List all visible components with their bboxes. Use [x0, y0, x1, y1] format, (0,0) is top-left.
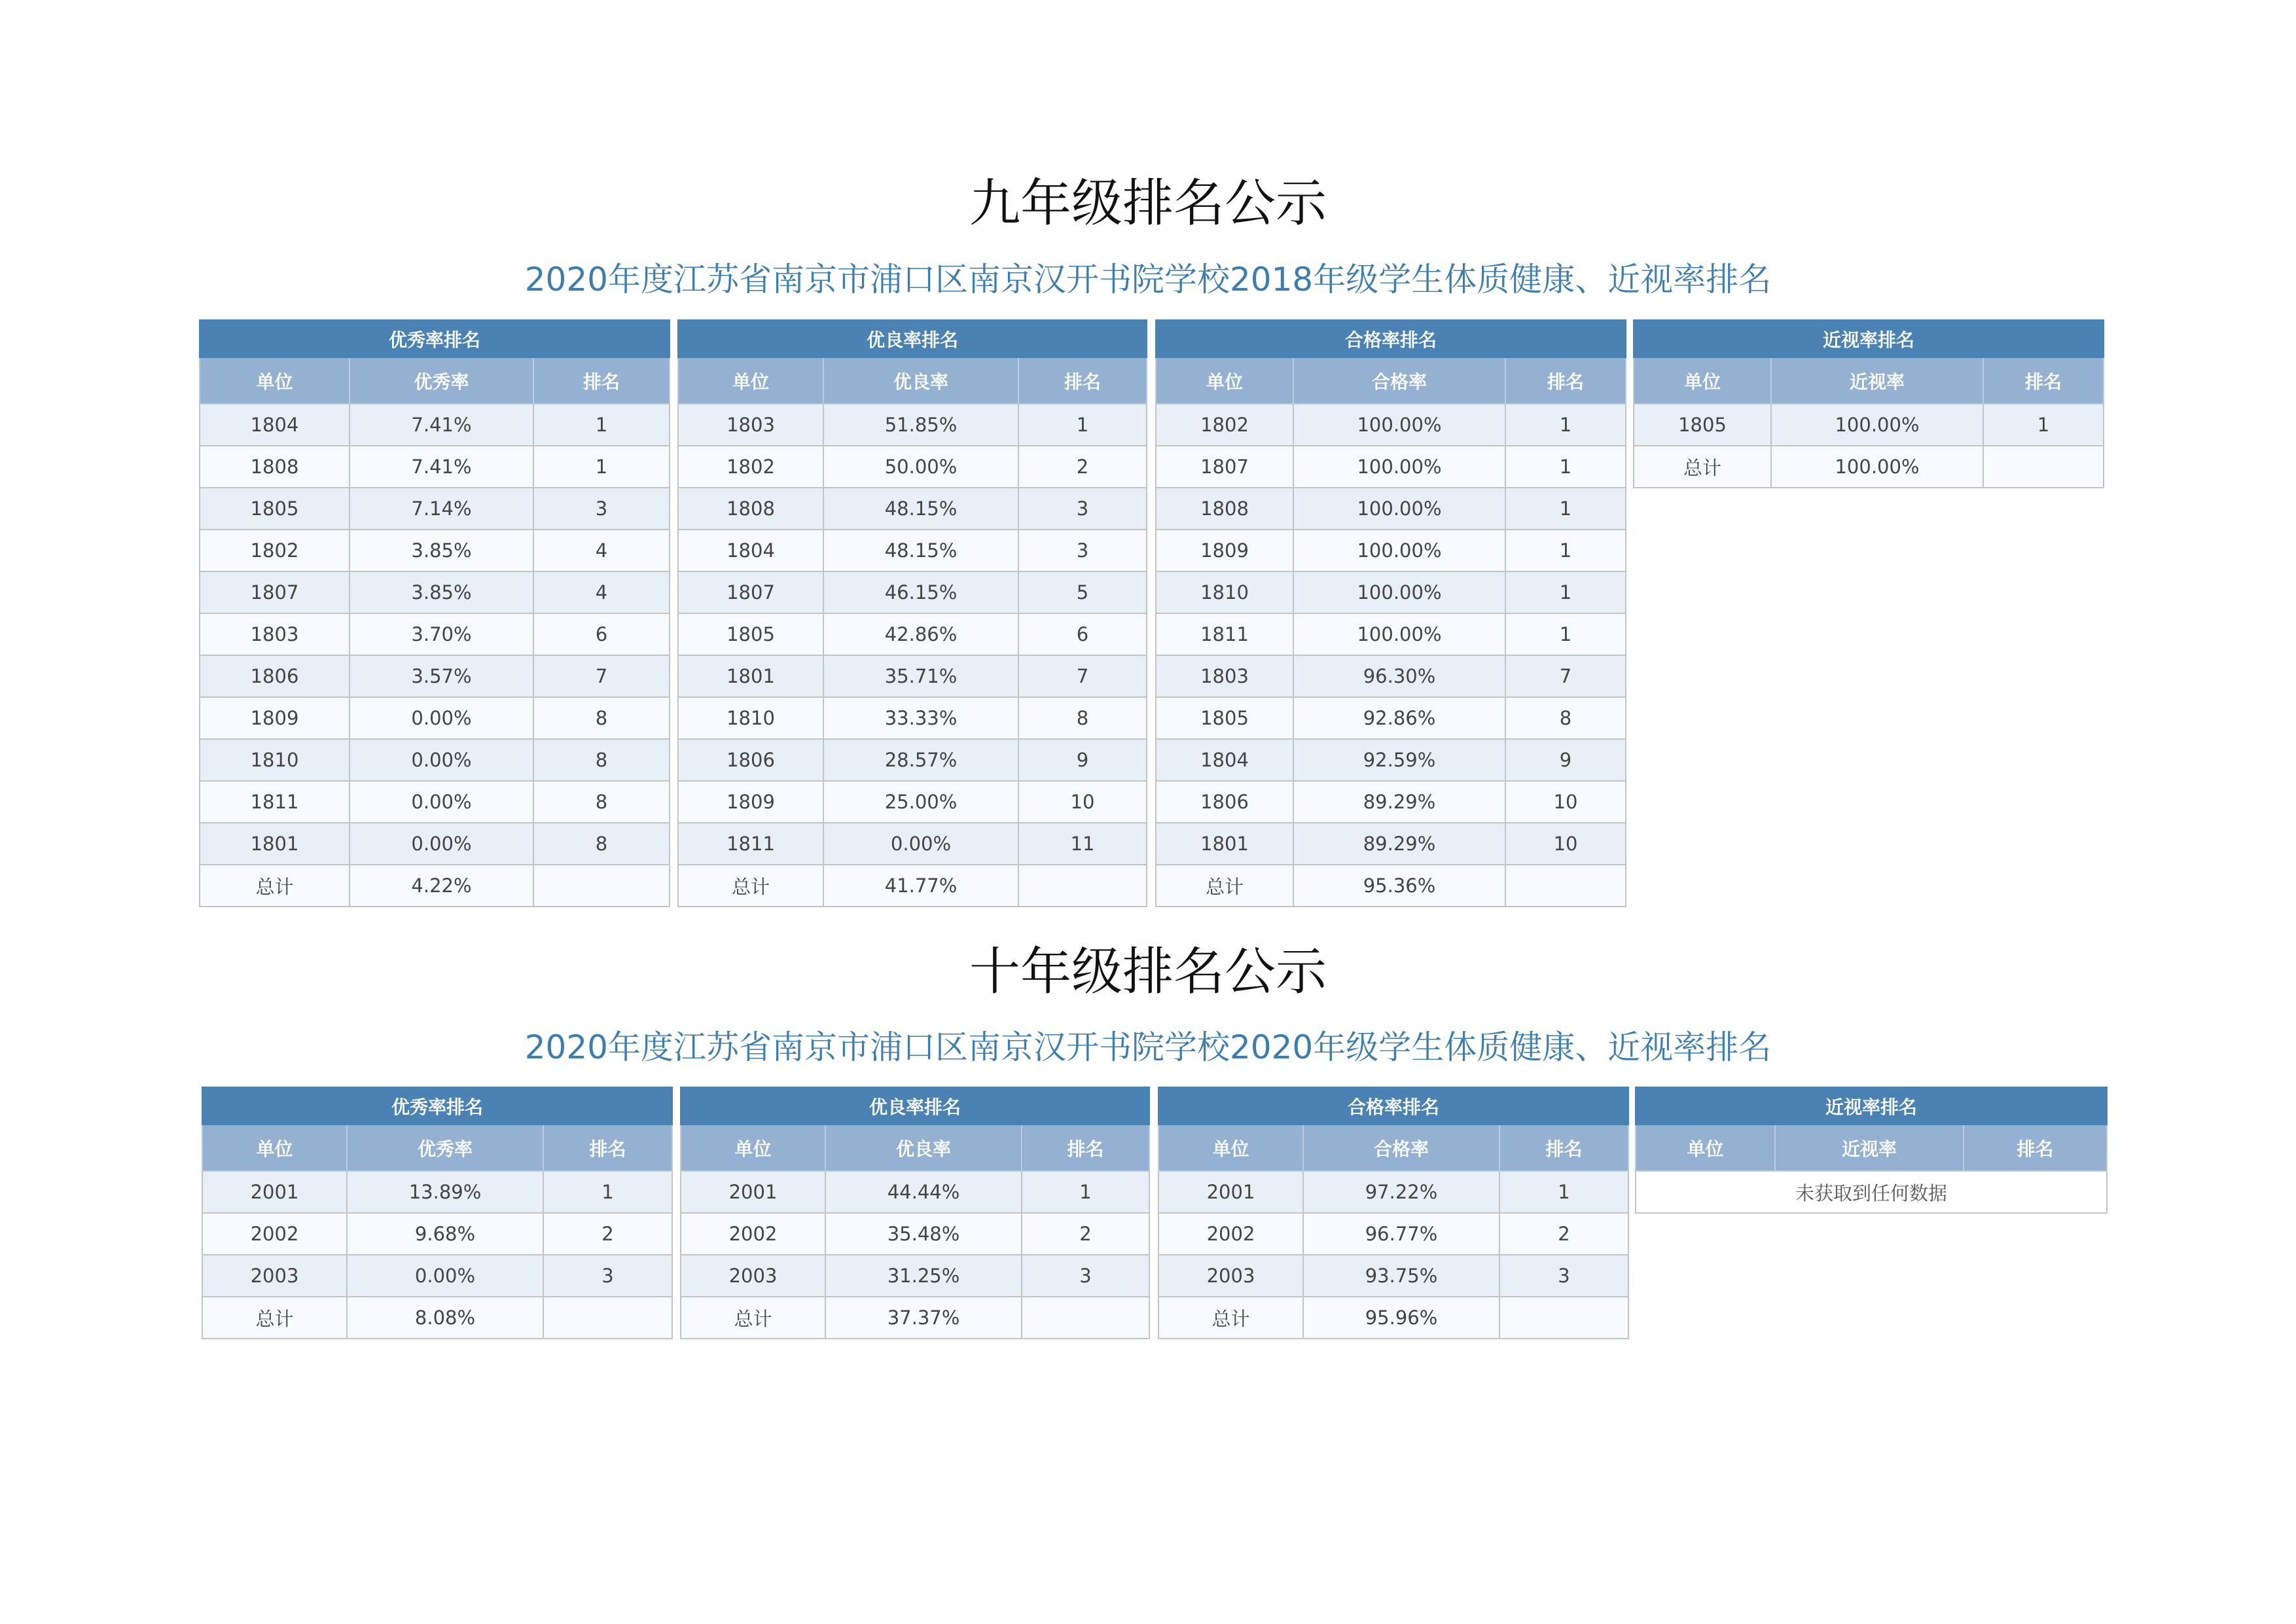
cell-rank: 1	[1505, 446, 1626, 488]
total-row	[1634, 446, 2104, 488]
cell-rate: 100.00%	[1293, 571, 1505, 613]
total-rank	[533, 865, 670, 907]
cell-unit: 1802	[200, 530, 350, 571]
cell-rate: 7.41%	[350, 404, 533, 446]
table-row[interactable]	[678, 781, 1147, 823]
cell-rate: 0.00%	[350, 697, 533, 739]
table-row[interactable]	[1156, 571, 1626, 613]
total-rank	[1505, 865, 1626, 907]
cell-unit: 1804	[200, 404, 350, 446]
cell-rate: 44.44%	[825, 1171, 1022, 1213]
total-rank	[1983, 446, 2104, 488]
table-body	[678, 404, 1147, 907]
cell-unit: 2003	[681, 1255, 825, 1297]
table-row[interactable]	[1156, 655, 1626, 697]
total-rate: 95.36%	[1293, 865, 1505, 907]
cell-rate: 48.15%	[823, 530, 1018, 571]
cell-rate: 25.00%	[823, 781, 1018, 823]
cell-rate: 9.68%	[347, 1213, 543, 1255]
column-header-rank[interactable]: 排名	[1505, 357, 1626, 404]
cell-rank: 1	[533, 404, 670, 446]
cell-rank: 2	[1018, 446, 1147, 488]
cell-rank: 2	[543, 1213, 672, 1255]
table-row[interactable]	[1158, 1171, 1628, 1213]
cell-unit: 1809	[200, 697, 350, 739]
cell-rank: 3	[543, 1255, 672, 1297]
table-row[interactable]	[1156, 739, 1626, 781]
total-rank	[543, 1297, 672, 1339]
cell-rate: 0.00%	[823, 823, 1018, 865]
cell-rate: 0.00%	[350, 823, 533, 865]
section-title-grade9: 九年级排名公示	[969, 174, 1327, 233]
cell-rank: 3	[533, 488, 670, 530]
table-body	[200, 404, 670, 907]
table-row[interactable]	[678, 739, 1147, 781]
table-row[interactable]	[1156, 823, 1626, 865]
cell-rank: 6	[1018, 613, 1147, 655]
table-row[interactable]	[200, 781, 670, 823]
cell-rank: 8	[1018, 697, 1147, 739]
column-header-unit[interactable]: 单位	[1156, 357, 1293, 404]
column-header-unit[interactable]: 单位	[1634, 357, 1771, 404]
column-header-rank[interactable]: 排名	[543, 1125, 672, 1171]
cell-rate: 35.71%	[823, 655, 1018, 697]
total-rate: 37.37%	[825, 1297, 1022, 1339]
section-subtitle-grade9: 2020年度江苏省南京市浦口区南京汉开书院学校2018年级学生体质健康、近视率排名	[524, 261, 1772, 298]
cell-unit: 1805	[1634, 404, 1771, 446]
cell-rate: 50.00%	[823, 446, 1018, 488]
cell-rate: 97.22%	[1303, 1171, 1499, 1213]
table-caption: 合格率排名	[1158, 1087, 1628, 1125]
table-row[interactable]	[200, 446, 670, 488]
table-row[interactable]	[200, 613, 670, 655]
table-row[interactable]	[678, 613, 1147, 655]
table-row[interactable]	[678, 571, 1147, 613]
cell-rank: 3	[1018, 530, 1147, 571]
cell-unit: 1803	[200, 613, 350, 655]
cell-unit: 1804	[678, 530, 823, 571]
table-row[interactable]	[678, 488, 1147, 530]
cell-rate: 7.41%	[350, 446, 533, 488]
cell-unit: 1805	[678, 613, 823, 655]
cell-unit: 2001	[681, 1171, 825, 1213]
cell-unit: 1809	[1156, 530, 1293, 571]
cell-unit: 1809	[678, 781, 823, 823]
cell-rank: 5	[1018, 571, 1147, 613]
table-row[interactable]	[202, 1255, 672, 1297]
cell-rate: 0.00%	[350, 781, 533, 823]
cell-rank: 1	[1505, 404, 1626, 446]
cell-unit: 1811	[678, 823, 823, 865]
cell-unit: 1810	[1156, 571, 1293, 613]
cell-unit: 1808	[200, 446, 350, 488]
grade10-myopia-rate-table	[1635, 1087, 2108, 1214]
cell-rank: 1	[1505, 571, 1626, 613]
cell-rank: 9	[1018, 739, 1147, 781]
table-row[interactable]	[1156, 781, 1626, 823]
total-label: 总计	[202, 1297, 347, 1339]
column-header-rate[interactable]: 优良率	[825, 1125, 1022, 1171]
cell-rank: 1	[1022, 1171, 1149, 1213]
cell-rank: 10	[1505, 823, 1626, 865]
cell-rate: 48.15%	[823, 488, 1018, 530]
table-caption: 近视率排名	[1636, 1087, 2107, 1125]
total-row	[678, 865, 1147, 907]
table-row[interactable]	[1156, 530, 1626, 571]
cell-unit: 1804	[1156, 739, 1293, 781]
cell-rate: 31.25%	[825, 1255, 1022, 1297]
cell-unit: 2001	[202, 1171, 347, 1213]
table-caption: 优秀率排名	[200, 320, 670, 357]
cell-rank: 7	[1018, 655, 1147, 697]
table-row[interactable]	[1634, 404, 2104, 446]
total-row	[200, 865, 670, 907]
cell-unit: 1802	[1156, 404, 1293, 446]
cell-rank: 2	[1499, 1213, 1628, 1255]
cell-rate: 89.29%	[1293, 781, 1505, 823]
cell-rank: 4	[533, 530, 670, 571]
cell-unit: 1805	[200, 488, 350, 530]
column-header-rate[interactable]: 优秀率	[347, 1125, 543, 1171]
cell-rank: 1	[1505, 530, 1626, 571]
column-header-rank[interactable]: 排名	[1983, 357, 2104, 404]
cell-unit: 2002	[681, 1213, 825, 1255]
column-header-unit[interactable]: 单位	[678, 357, 823, 404]
empty-message: 未获取到任何数据	[1636, 1171, 2107, 1213]
cell-rate: 100.00%	[1293, 404, 1505, 446]
column-header-rate[interactable]: 优秀率	[350, 357, 533, 404]
cell-unit: 1811	[200, 781, 350, 823]
cell-rank: 8	[1505, 697, 1626, 739]
total-row	[1158, 1297, 1628, 1339]
total-label: 总计	[678, 865, 823, 907]
total-label: 总计	[1158, 1297, 1303, 1339]
cell-unit: 1806	[1156, 781, 1293, 823]
total-row	[202, 1297, 672, 1339]
grade9-myopia-rate-table	[1633, 319, 2104, 488]
cell-rate: 35.48%	[825, 1213, 1022, 1255]
cell-rate: 100.00%	[1293, 446, 1505, 488]
cell-rank: 7	[1505, 655, 1626, 697]
table-body	[1636, 1171, 2107, 1213]
total-rank	[1022, 1297, 1149, 1339]
cell-rank: 1	[1983, 404, 2104, 446]
column-header-unit[interactable]: 单位	[200, 357, 350, 404]
grade9-excellent-rate-table	[199, 319, 670, 907]
table-row[interactable]	[678, 404, 1147, 446]
total-rate: 8.08%	[347, 1297, 543, 1339]
column-header-unit[interactable]: 单位	[202, 1125, 347, 1171]
table-caption: 近视率排名	[1634, 320, 2104, 357]
cell-unit: 1806	[678, 739, 823, 781]
cell-unit: 1807	[200, 571, 350, 613]
column-header-rate[interactable]: 近视率	[1775, 1125, 1964, 1171]
column-header-rank[interactable]: 排名	[533, 357, 670, 404]
table-caption: 合格率排名	[1156, 320, 1626, 357]
cell-rate: 100.00%	[1771, 404, 1983, 446]
cell-rank: 4	[533, 571, 670, 613]
column-header-rank[interactable]: 排名	[1022, 1125, 1149, 1171]
cell-rate: 13.89%	[347, 1171, 543, 1213]
cell-unit: 1806	[200, 655, 350, 697]
grade9-good-rate-table	[677, 319, 1147, 907]
table-row[interactable]	[1156, 697, 1626, 739]
column-header-unit[interactable]: 单位	[681, 1125, 825, 1171]
table-row[interactable]	[678, 697, 1147, 739]
column-header-rate[interactable]: 合格率	[1303, 1125, 1499, 1171]
cell-unit: 1801	[1156, 823, 1293, 865]
cell-rate: 3.57%	[350, 655, 533, 697]
total-rank	[1499, 1297, 1628, 1339]
table-row[interactable]	[678, 655, 1147, 697]
total-rate: 100.00%	[1771, 446, 1983, 488]
grade10-pass-rate-table	[1158, 1087, 1629, 1339]
cell-unit: 1801	[678, 655, 823, 697]
cell-rate: 7.14%	[350, 488, 533, 530]
cell-rank: 3	[1022, 1255, 1149, 1297]
grade10-excellent-rate-table	[202, 1087, 673, 1339]
table-row[interactable]	[200, 739, 670, 781]
table-row[interactable]	[1156, 488, 1626, 530]
cell-rate: 3.85%	[350, 530, 533, 571]
table-body	[1156, 404, 1626, 907]
total-rate: 95.96%	[1303, 1297, 1499, 1339]
cell-unit: 1801	[200, 823, 350, 865]
cell-rate: 51.85%	[823, 404, 1018, 446]
table-row[interactable]	[681, 1171, 1149, 1213]
cell-rate: 28.57%	[823, 739, 1018, 781]
table-row[interactable]	[200, 404, 670, 446]
cell-rate: 33.33%	[823, 697, 1018, 739]
cell-rank: 10	[1018, 781, 1147, 823]
cell-unit: 1808	[1156, 488, 1293, 530]
cell-unit: 2003	[1158, 1255, 1303, 1297]
cell-rank: 8	[533, 739, 670, 781]
table-row[interactable]	[678, 446, 1147, 488]
cell-unit: 1802	[678, 446, 823, 488]
column-header-rate[interactable]: 近视率	[1771, 357, 1983, 404]
total-label: 总计	[1634, 446, 1771, 488]
table-row[interactable]	[200, 488, 670, 530]
cell-rate: 0.00%	[350, 739, 533, 781]
table-row[interactable]	[200, 530, 670, 571]
cell-rank: 1	[1499, 1171, 1628, 1213]
table-row[interactable]	[1158, 1255, 1628, 1297]
cell-rate: 92.59%	[1293, 739, 1505, 781]
total-label: 总计	[200, 865, 350, 907]
table-row[interactable]	[678, 823, 1147, 865]
cell-unit: 1805	[1156, 697, 1293, 739]
cell-unit: 1803	[678, 404, 823, 446]
table-row[interactable]	[681, 1213, 1149, 1255]
total-rate: 4.22%	[350, 865, 533, 907]
cell-rate: 96.77%	[1303, 1213, 1499, 1255]
cell-rate: 0.00%	[347, 1255, 543, 1297]
cell-rate: 89.29%	[1293, 823, 1505, 865]
column-header-rate[interactable]: 优良率	[823, 357, 1018, 404]
column-header-unit[interactable]: 单位	[1636, 1125, 1775, 1171]
cell-unit: 1807	[678, 571, 823, 613]
cell-rank: 2	[1022, 1213, 1149, 1255]
cell-rank: 1	[1505, 613, 1626, 655]
column-header-rate[interactable]: 合格率	[1293, 357, 1505, 404]
column-header-rank[interactable]: 排名	[1964, 1125, 2107, 1171]
table-row[interactable]	[200, 697, 670, 739]
total-row	[1156, 865, 1626, 907]
table-row[interactable]	[200, 655, 670, 697]
empty-row	[1636, 1171, 2107, 1213]
cell-unit: 1803	[1156, 655, 1293, 697]
grade10-good-rate-table	[680, 1087, 1150, 1339]
cell-rate: 3.70%	[350, 613, 533, 655]
cell-unit: 2003	[202, 1255, 347, 1297]
cell-rank: 3	[1018, 488, 1147, 530]
cell-rank: 1	[1505, 488, 1626, 530]
cell-unit: 1811	[1156, 613, 1293, 655]
table-caption: 优良率排名	[681, 1087, 1149, 1125]
cell-rate: 46.15%	[823, 571, 1018, 613]
table-body	[1634, 404, 2104, 488]
column-header-rank[interactable]: 排名	[1018, 357, 1147, 404]
table-body	[681, 1171, 1149, 1339]
cell-rate: 96.30%	[1293, 655, 1505, 697]
cell-rank: 1	[533, 446, 670, 488]
cell-unit: 2002	[1158, 1213, 1303, 1255]
cell-unit: 1808	[678, 488, 823, 530]
cell-rank: 8	[533, 781, 670, 823]
cell-rate: 92.86%	[1293, 697, 1505, 739]
table-caption: 优秀率排名	[202, 1087, 672, 1125]
cell-unit: 1810	[200, 739, 350, 781]
cell-rank: 10	[1505, 781, 1626, 823]
cell-rank: 8	[533, 823, 670, 865]
table-row[interactable]	[200, 823, 670, 865]
table-row[interactable]	[1156, 404, 1626, 446]
column-header-unit[interactable]: 单位	[1158, 1125, 1303, 1171]
cell-rank: 1	[543, 1171, 672, 1213]
cell-rank: 3	[1499, 1255, 1628, 1297]
table-row[interactable]	[1156, 446, 1626, 488]
cell-rate: 100.00%	[1293, 613, 1505, 655]
table-row[interactable]	[678, 530, 1147, 571]
column-header-rank[interactable]: 排名	[1499, 1125, 1628, 1171]
table-caption: 优良率排名	[678, 320, 1147, 357]
cell-rate: 100.00%	[1293, 530, 1505, 571]
total-label: 总计	[1156, 865, 1293, 907]
cell-rank: 7	[533, 655, 670, 697]
cell-rank: 11	[1018, 823, 1147, 865]
cell-rank: 6	[533, 613, 670, 655]
table-row[interactable]	[202, 1213, 672, 1255]
table-row[interactable]	[1158, 1213, 1628, 1255]
grade9-pass-rate-table	[1155, 319, 1626, 907]
table-row[interactable]	[202, 1171, 672, 1213]
table-row[interactable]	[681, 1255, 1149, 1297]
cell-unit: 2002	[202, 1213, 347, 1255]
cell-rate: 93.75%	[1303, 1255, 1499, 1297]
table-row[interactable]	[200, 571, 670, 613]
table-body	[202, 1171, 672, 1339]
cell-unit: 2001	[1158, 1171, 1303, 1213]
cell-rank: 1	[1018, 404, 1147, 446]
table-row[interactable]	[1156, 613, 1626, 655]
cell-rate: 100.00%	[1293, 488, 1505, 530]
cell-rate: 42.86%	[823, 613, 1018, 655]
cell-unit: 1807	[1156, 446, 1293, 488]
total-rank	[1018, 865, 1147, 907]
cell-rate: 3.85%	[350, 571, 533, 613]
total-row	[681, 1297, 1149, 1339]
cell-rank: 8	[533, 697, 670, 739]
table-body	[1158, 1171, 1628, 1339]
total-rate: 41.77%	[823, 865, 1018, 907]
section-subtitle-grade10: 2020年度江苏省南京市浦口区南京汉开书院学校2020年级学生体质健康、近视率排名	[524, 1028, 1772, 1066]
cell-rank: 9	[1505, 739, 1626, 781]
section-title-grade10: 十年级排名公示	[969, 943, 1327, 1001]
cell-unit: 1810	[678, 697, 823, 739]
total-label: 总计	[681, 1297, 825, 1339]
